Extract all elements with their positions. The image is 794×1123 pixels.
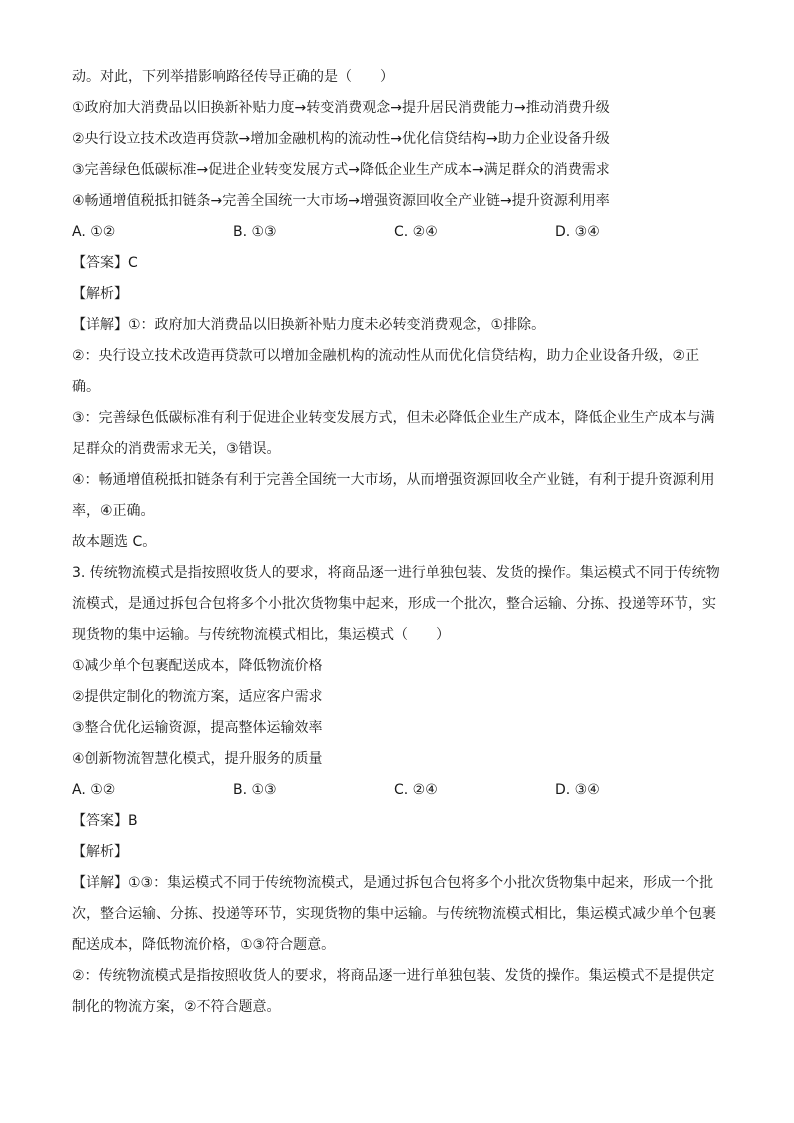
q3-analysis-label: 【解析】 (72, 844, 128, 860)
q3-detail-line: ②：传统物流模式是指按照收货人的要求，将商品逐一进行单独包装、发货的操作。集运模式不是提供定 (72, 968, 715, 984)
q2-stem-tail: 动。对此，下列举措影响路径传导正确的是（ ） (72, 69, 394, 85)
q3-item-1: ①减少单个包裹配送成本，降低物流价格 (72, 658, 323, 674)
document-page (72, 62, 722, 1023)
q2-item-4: ④畅通增值税抵扣链条→完善全国统一大市场→增强资源回收全产业链→提升资源利用率 (72, 193, 610, 209)
q2-conclusion: 故本题选 C。 (72, 534, 157, 550)
q3-option-a: A. ①② (72, 782, 116, 798)
q2-detail-line: ②：央行设立技术改造再贷款可以增加金融机构的流动性从而优化信贷结构，助力企业设备升级，②正 (72, 348, 700, 364)
q2-detail-line: 足群众的消费需求无关，③错误。 (72, 441, 281, 457)
q2-item-2: ②央行设立技术改造再贷款→增加金融机构的流动性→优化信贷结构→助力企业设备升级 (72, 131, 610, 147)
q3-detail-line: 配送成本，降低物流价格，①③符合题意。 (72, 937, 336, 953)
q2-analysis-label: 【解析】 (72, 286, 128, 302)
q3-option-d: D. ③④ (555, 782, 600, 798)
q3-detail-line: 【详解】①③：集运模式不同于传统物流模式，是通过拆包合包将多个小批次货物集中起来，形成一个批 (72, 875, 714, 891)
q2-option-a: A. ①② (72, 224, 116, 240)
q2-options (72, 217, 722, 248)
q2-item-1: ①政府加大消费品以旧换新补贴力度→转变消费观念→提升居民消费能力→推动消费升级 (72, 100, 610, 116)
q2-detail-line: 率，④正确。 (72, 503, 155, 519)
q2-detail-line: ③：完善绿色低碳标准有利于促进企业转变发展方式，但未必降低企业生产成本，降低企业生产成本与满 (72, 410, 715, 426)
q2-item-3: ③完善绿色低碳标准→促进企业转变发展方式→降低企业生产成本→满足群众的消费需求 (72, 162, 610, 178)
q3-answer: 【答案】B (72, 813, 138, 829)
q2-option-c: C. ②④ (394, 224, 438, 240)
q3-option-c: C. ②④ (394, 782, 438, 798)
q3-item-2: ②提供定制化的物流方案，适应客户需求 (72, 689, 323, 705)
q3-detail-line: 制化的物流方案，②不符合题意。 (72, 999, 281, 1015)
q3-stem-line: 3. 传统物流模式是指按照收货人的要求，将商品逐一进行单独包装、发货的操作。集运模式不同于传统物 (72, 565, 720, 581)
q2-option-d: D. ③④ (555, 224, 600, 240)
q2-detail-line: 【详解】①：政府加大消费品以旧换新补贴力度未必转变消费观念，①排除。 (72, 317, 546, 333)
q2-detail-line: ④：畅通增值税抵扣链条有利于完善全国统一大市场，从而增强资源回收全产业链，有利于提升资源利用 (72, 472, 715, 488)
q2-answer: 【答案】C (72, 255, 138, 271)
q3-item-4: ④创新物流智慧化模式，提升服务的质量 (72, 751, 323, 767)
q3-detail-line: 次，整合运输、分拣、投递等环节，实现货物的集中运输。与传统物流模式相比，集运模式减少单个包裹 (72, 906, 716, 922)
q3-stem-line: 流模式，是通过拆包合包将多个小批次货物集中起来，形成一个批次，整合运输、分拣、投递等环节，实 (72, 596, 716, 612)
q3-option-b: B. ①③ (233, 782, 277, 798)
q3-options (72, 775, 722, 806)
q2-detail-line: 确。 (72, 379, 100, 395)
q3-stem-line: 现货物的集中运输。与传统物流模式相比，集运模式（ ） (72, 627, 450, 643)
q2-option-b: B. ①③ (233, 224, 277, 240)
q3-item-3: ③整合优化运输资源，提高整体运输效率 (72, 720, 323, 736)
